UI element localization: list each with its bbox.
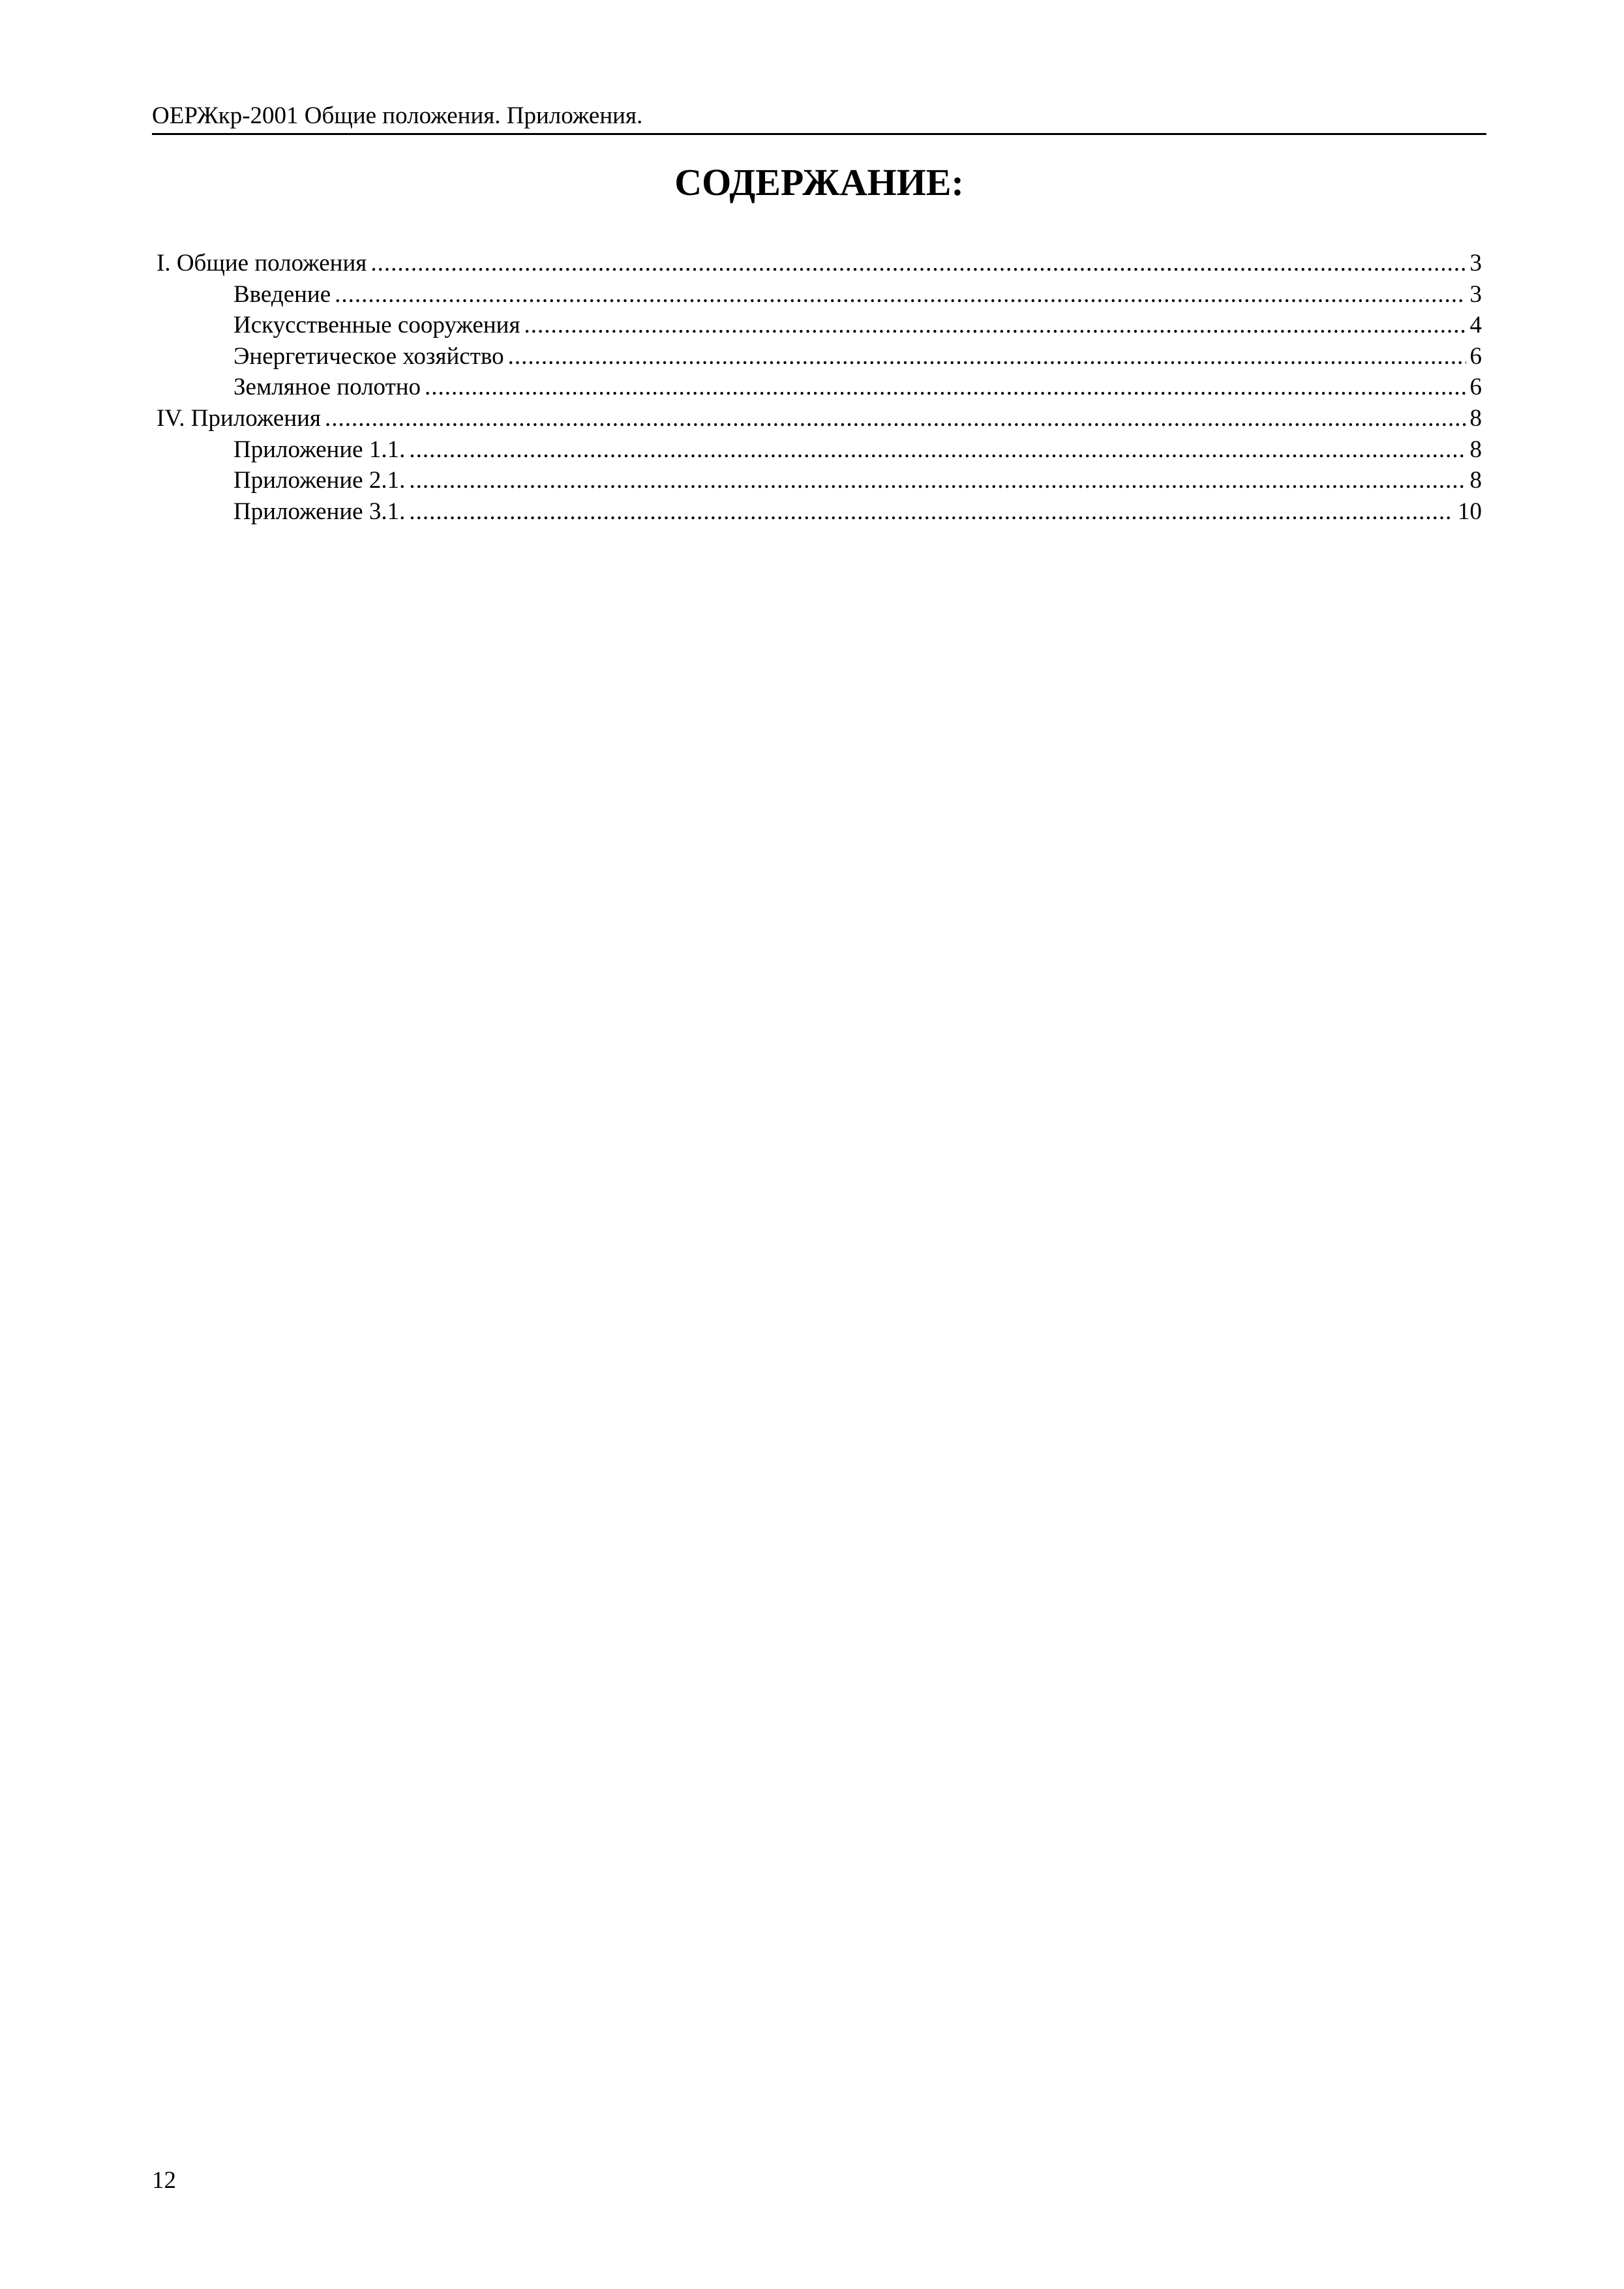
toc-dot-leader bbox=[425, 372, 1466, 403]
toc-entry-appendix-1-1[interactable] bbox=[157, 434, 1482, 466]
toc-entry-page: 4 bbox=[1469, 312, 1482, 339]
toc-entry-appendix-2-1[interactable] bbox=[157, 465, 1482, 496]
toc-entry-label: Введение bbox=[233, 280, 331, 308]
toc-dot-leader bbox=[409, 465, 1466, 496]
toc-entry-page: 6 bbox=[1469, 342, 1482, 370]
toc-dot-leader bbox=[409, 496, 1454, 528]
toc-entry-appendix-3-1[interactable] bbox=[157, 496, 1482, 528]
toc-entry-page: 8 bbox=[1469, 467, 1482, 494]
toc-entry-general-provisions[interactable] bbox=[157, 248, 1482, 279]
toc-dot-leader bbox=[335, 279, 1466, 310]
toc-entry-artificial-structures[interactable] bbox=[157, 310, 1482, 341]
toc-entry-page: 3 bbox=[1469, 280, 1482, 308]
toc-entry-label: Земляное полотно bbox=[233, 374, 421, 401]
header-rule bbox=[152, 133, 1486, 135]
toc-title: СОДЕРЖАНИЕ: bbox=[674, 161, 964, 203]
toc-entry-label: Приложение 2.1. bbox=[233, 467, 406, 494]
toc-entry-label: Искусственные сооружения bbox=[233, 312, 520, 339]
page-number: 12 bbox=[152, 2167, 176, 2194]
toc-entry-appendices[interactable] bbox=[157, 403, 1482, 434]
toc-dot-leader bbox=[409, 434, 1466, 466]
toc-entry-page: 6 bbox=[1469, 374, 1482, 401]
toc-dot-leader bbox=[325, 403, 1466, 434]
toc-dot-leader bbox=[370, 248, 1466, 279]
toc-entry-label: IV. Приложения bbox=[157, 404, 321, 432]
running-header: ОЕРЖкр-2001 Общие положения. Приложения. bbox=[152, 102, 643, 129]
toc-dot-leader bbox=[508, 341, 1466, 372]
toc-entry-page: 8 bbox=[1469, 436, 1482, 463]
toc-entry-label: Энергетическое хозяйство bbox=[233, 342, 504, 370]
toc-entry-introduction[interactable] bbox=[157, 279, 1482, 310]
toc-dot-leader bbox=[524, 310, 1466, 341]
toc-entry-roadbed[interactable] bbox=[157, 372, 1482, 403]
toc-entry-label: Приложение 1.1. bbox=[233, 436, 406, 463]
toc-entry-energy-facilities[interactable] bbox=[157, 341, 1482, 372]
toc-entry-label: Приложение 3.1. bbox=[233, 498, 406, 525]
toc-entry-page: 10 bbox=[1458, 498, 1482, 525]
toc-entry-page: 8 bbox=[1469, 404, 1482, 432]
toc-entry-label: I. Общие положения bbox=[157, 250, 367, 277]
toc-entry-page: 3 bbox=[1469, 250, 1482, 277]
toc-list bbox=[157, 248, 1482, 527]
